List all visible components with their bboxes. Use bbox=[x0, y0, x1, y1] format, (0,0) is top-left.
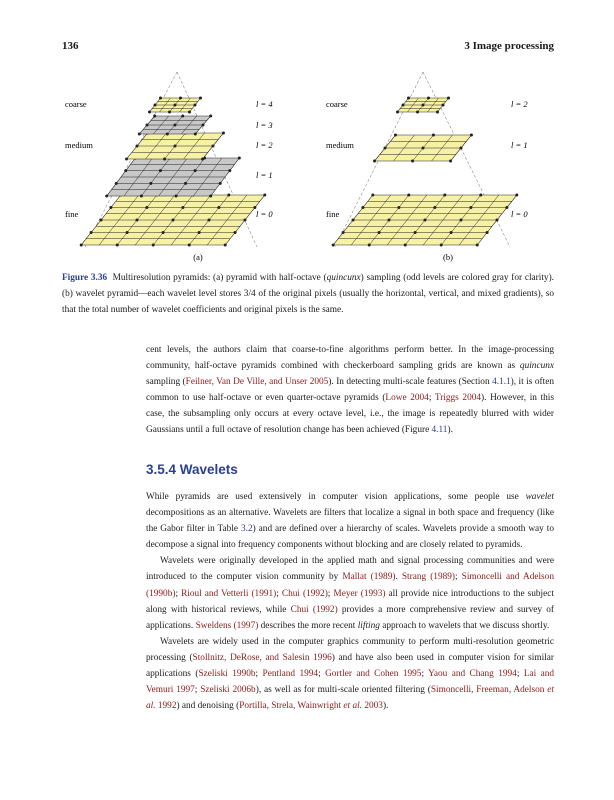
wavelet-level-1-grid bbox=[373, 134, 473, 163]
level-0-grid-sample-dot bbox=[208, 219, 211, 222]
citation-link[interactable]: Triggs 2004 bbox=[434, 393, 482, 404]
table-ref-link[interactable]: 3.2 bbox=[241, 524, 253, 535]
text: ). bbox=[382, 701, 389, 712]
section-ref-link[interactable]: 4.1.1 bbox=[492, 377, 511, 388]
citation-link[interactable]: Pentland 1994 bbox=[262, 669, 319, 680]
level-3-grid-sample-dot bbox=[138, 133, 141, 136]
text: While pyramids are used extensively in computer vision applications, some people use bbox=[146, 492, 526, 502]
text: sampling ( bbox=[146, 377, 186, 388]
left-label-fine: fine bbox=[65, 209, 79, 219]
right-sublabel: (b) bbox=[443, 252, 453, 262]
citation-link[interactable]: Szeliski 1990b bbox=[198, 669, 256, 680]
citation-link[interactable]: Sweldens (1997) bbox=[195, 620, 259, 631]
text: ; bbox=[428, 393, 435, 404]
paragraph-1 bbox=[146, 489, 554, 553]
text: ). However, in this case, the subsampling only occurs at every octave level, i.e., the image is repeatedly blurred with wider Gaussians until a full octave of resolution change has been achieved (Figure bbox=[146, 393, 555, 436]
text: cent levels, the authors claim that coarse-to-fine algorithms perform better. In the image-processing community, half-octave pyramids combined with checkerboard sampling grids are known as bbox=[146, 345, 554, 372]
level-4-grid-sample-dot bbox=[179, 97, 182, 100]
level-2-grid-sample-dot bbox=[201, 158, 204, 161]
level-4-grid-sample-dot bbox=[188, 111, 191, 114]
text: ; bbox=[255, 669, 263, 680]
citation-link[interactable]: Chui (1992) bbox=[281, 588, 328, 599]
wavelet-level-0-grid-sample-dot bbox=[496, 219, 499, 222]
wavelet-level-0-grid-sample-dot bbox=[443, 194, 446, 197]
wavelet-level-0-grid-sample-dot bbox=[361, 206, 364, 209]
right-level-1: l = 1 bbox=[511, 140, 528, 150]
wavelet-level-1-grid-sample-dot bbox=[411, 160, 414, 163]
wavelet-level-1-grid-sample-dot bbox=[460, 147, 463, 150]
page-number: 136 bbox=[62, 40, 79, 52]
level-0-grid-sample-dot bbox=[162, 231, 165, 234]
text: decompositions as an alternative. Wavelets are filters that localize a signal in both space and frequency (like the Gabor filter in Table bbox=[146, 508, 554, 535]
level-2-grid-sample-dot bbox=[136, 145, 139, 148]
level-0-grid-sample-dot bbox=[217, 206, 220, 209]
wavelet-level-2-grid-sample-dot bbox=[447, 97, 450, 100]
wavelet-level-2-grid-sample-dot bbox=[422, 104, 425, 107]
level-0-grid-sample-dot bbox=[181, 206, 184, 209]
wavelet-level-2-grid-sample-dot bbox=[396, 111, 399, 114]
level-1-grid-sample-dot bbox=[115, 182, 118, 185]
wavelet-level-2-grid-sample-dot bbox=[427, 97, 430, 100]
text: describes the more recent bbox=[258, 620, 358, 631]
wavelet-level-0-grid-sample-dot bbox=[388, 219, 391, 222]
citation-link[interactable]: Yaou and Chang 1994 bbox=[428, 669, 517, 680]
wavelet-level-0-grid-sample-dot bbox=[476, 244, 479, 247]
level-3-grid bbox=[138, 115, 212, 136]
wavelet-level-0-grid-sample-dot bbox=[460, 219, 463, 222]
level-4-grid-sample-dot bbox=[154, 104, 157, 107]
citation-link[interactable]: et al. bbox=[146, 685, 554, 712]
text: ; bbox=[175, 588, 182, 599]
citation-link[interactable]: Szeliski 2006b bbox=[200, 685, 256, 696]
level-3-grid-sample-dot bbox=[194, 133, 197, 136]
right-pyramid bbox=[332, 72, 519, 247]
level-1-grid-sample-dot bbox=[219, 182, 222, 185]
wavelet-level-1-grid-sample-dot bbox=[432, 134, 435, 137]
wavelet-level-0-grid-sample-dot bbox=[433, 206, 436, 209]
citation-link[interactable]: Rioul and Vetterli (1991) bbox=[181, 588, 277, 599]
level-1-grid-sample-dot bbox=[124, 169, 127, 172]
level-0-grid-sample-dot bbox=[116, 244, 119, 247]
wavelet-level-0-grid-sample-dot bbox=[332, 244, 335, 247]
wavelet-level-2-grid bbox=[396, 97, 450, 114]
level-4-grid-sample-dot bbox=[174, 104, 177, 107]
wavelet-level-0-grid-sample-dot bbox=[505, 206, 508, 209]
wavelet-level-0-grid-sample-dot bbox=[515, 194, 518, 197]
citation-link[interactable]: Mallat (1989) bbox=[342, 572, 396, 583]
left-label-coarse: coarse bbox=[65, 99, 87, 109]
level-3-grid-sample-dot bbox=[174, 124, 177, 127]
caption-text: ) sampling (odd levels are colored gray for clarity). (b) wavelet pyramid—each wavelet level stores 3/4 of the original pixels (usually the horizontal, vertical, and mixed gradients), so that the total number of wavelet coefficients and original pixels is the same. bbox=[62, 273, 554, 315]
level-0-grid-sample-dot bbox=[90, 231, 93, 234]
text-italic: lifting bbox=[357, 620, 380, 631]
level-1-grid-sample-dot bbox=[228, 169, 231, 172]
citation-link[interactable]: Chui (1992) bbox=[290, 604, 338, 615]
level-4-grid-sample-dot bbox=[199, 97, 202, 100]
wavelet-level-0-grid-sample-dot bbox=[342, 231, 345, 234]
wavelet-level-2-grid-sample-dot bbox=[442, 104, 445, 107]
text: approach to wavelets that we discuss shortly. bbox=[379, 620, 550, 631]
level-0-grid-sample-dot bbox=[136, 219, 139, 222]
left-level-1: l = 1 bbox=[256, 170, 273, 180]
level-0-grid-sample-dot bbox=[145, 206, 148, 209]
citation-link[interactable]: Portilla, Strela, Wainwright bbox=[239, 701, 344, 712]
level-3-grid-sample-dot bbox=[153, 115, 156, 118]
wavelet-level-0-grid-sample-dot bbox=[371, 194, 374, 197]
pyramid-figure bbox=[55, 62, 565, 267]
level-1-grid-sample-dot bbox=[194, 169, 197, 172]
text: ), it is often common to use half-octave or even quarter-octave pyramids ( bbox=[146, 377, 554, 404]
level-1-grid bbox=[105, 157, 241, 198]
wavelet-level-2-grid-sample-dot bbox=[416, 111, 419, 114]
level-4-grid-sample-dot bbox=[148, 111, 151, 114]
right-label-coarse: coarse bbox=[326, 99, 348, 109]
level-2-grid-sample-dot bbox=[163, 158, 166, 161]
text: ) and are defined over a hierarchy of scales. Wavelets provide a smooth way to decompose a signal into frequency components without blocking and are closely related to pyramids. bbox=[146, 524, 555, 551]
left-level-2: l = 2 bbox=[256, 140, 273, 150]
left-pyramid bbox=[80, 72, 267, 247]
level-4-grid-sample-dot bbox=[159, 97, 162, 100]
wavelet-level-0-grid-sample-dot bbox=[450, 231, 453, 234]
level-3-grid-sample-dot bbox=[181, 115, 184, 118]
left-level-0: l = 0 bbox=[256, 209, 273, 219]
text: . bbox=[395, 572, 402, 583]
paragraph-2 bbox=[146, 553, 554, 633]
level-3-grid-sample-dot bbox=[146, 124, 149, 127]
level-0-grid-sample-dot bbox=[126, 231, 129, 234]
wavelet-level-1-grid-sample-dot bbox=[422, 147, 425, 150]
text: ; bbox=[421, 669, 429, 680]
paragraph-3 bbox=[146, 634, 554, 714]
level-1-grid-sample-dot bbox=[159, 169, 162, 172]
text: ; bbox=[276, 588, 282, 599]
level-0-grid-sample-dot bbox=[198, 231, 201, 234]
wavelet-level-0-grid-sample-dot bbox=[440, 244, 443, 247]
citation-link[interactable]: Meyer (1993) bbox=[333, 588, 386, 599]
text: all provide nice introductions to the subject along with historical reviews, while bbox=[146, 588, 554, 615]
text: ). bbox=[447, 425, 453, 436]
text: Wavelets were originally developed in the applied math and signal processing communities and were introduced to the computer vision community by bbox=[146, 556, 554, 583]
wavelet-level-0-grid-sample-dot bbox=[469, 206, 472, 209]
level-0-grid-sample-dot bbox=[100, 219, 103, 222]
wavelet-level-0-grid-sample-dot bbox=[479, 194, 482, 197]
level-2-grid-sample-dot bbox=[212, 145, 215, 148]
text: Wavelets are widely used in the computer graphics community to perform multi-resolution geometric processing ( bbox=[146, 636, 554, 663]
level-0-grid-sample-dot bbox=[234, 231, 237, 234]
level-0-grid-sample-dot bbox=[227, 194, 230, 197]
wavelet-level-0-grid-sample-dot bbox=[397, 206, 400, 209]
chapter-title: 3 Image processing bbox=[464, 40, 554, 52]
right-label-fine: fine bbox=[326, 209, 340, 219]
text: ; bbox=[194, 685, 201, 696]
wavelet-level-0-grid-sample-dot bbox=[378, 231, 381, 234]
text: ; bbox=[318, 669, 326, 680]
left-level-3: l = 3 bbox=[256, 120, 273, 130]
citation-link[interactable]: Gortler and Cohen 1995 bbox=[325, 669, 422, 680]
level-3-grid-sample-dot bbox=[209, 115, 212, 118]
wavelet-level-1-grid-sample-dot bbox=[470, 134, 473, 137]
level-0-grid-sample-dot bbox=[263, 194, 266, 197]
text: ; bbox=[455, 572, 462, 583]
figure-number: Figure 3.36 bbox=[62, 273, 108, 283]
level-4-grid bbox=[148, 97, 202, 114]
level-4-grid-sample-dot bbox=[168, 111, 171, 114]
figure-caption bbox=[62, 270, 554, 318]
right-label-medium: medium bbox=[326, 140, 354, 150]
level-0-grid-sample-dot bbox=[172, 219, 175, 222]
level-1-grid-sample-dot bbox=[140, 195, 143, 198]
wavelet-level-1-grid-sample-dot bbox=[449, 160, 452, 163]
text: ), as well as for multi-scale oriented filtering ( bbox=[255, 685, 431, 696]
level-1-grid-sample-dot bbox=[105, 195, 108, 198]
intro-paragraph bbox=[146, 342, 554, 439]
left-label-medium: medium bbox=[65, 140, 93, 150]
level-3-grid-sample-dot bbox=[166, 133, 169, 136]
level-1-grid-sample-dot bbox=[184, 182, 187, 185]
text: ; bbox=[327, 588, 334, 599]
wavelet-level-0-grid bbox=[332, 194, 519, 247]
wavelet-level-1-grid-sample-dot bbox=[384, 147, 387, 150]
wavelet-level-1-grid-sample-dot bbox=[373, 160, 376, 163]
wavelet-level-0-grid-sample-dot bbox=[368, 244, 371, 247]
wavelet-level-0-grid-sample-dot bbox=[486, 231, 489, 234]
level-0-grid-sample-dot bbox=[80, 244, 83, 247]
text: provides a more comprehensive review and survey of applications. bbox=[146, 604, 554, 631]
citation-link[interactable]: et al. bbox=[343, 701, 363, 712]
citation-link[interactable]: Feilner, Van De Ville, and Unser 2005 bbox=[185, 377, 329, 388]
level-0-grid-sample-dot bbox=[224, 244, 227, 247]
caption-italic: quincunx bbox=[326, 273, 361, 283]
wavelet-level-0-grid-sample-dot bbox=[424, 219, 427, 222]
page-header bbox=[62, 40, 554, 56]
wavelet-level-0-grid-sample-dot bbox=[407, 194, 410, 197]
section-heading: 3.5.4 Wavelets bbox=[146, 462, 238, 477]
citation-link[interactable]: Lai and Vemuri 1997 bbox=[146, 669, 555, 696]
wavelet-level-0-grid-sample-dot bbox=[414, 231, 417, 234]
wavelet-level-2-grid-sample-dot bbox=[436, 111, 439, 114]
level-1-grid-sample-dot bbox=[238, 157, 241, 160]
level-2-grid-sample-dot bbox=[125, 158, 128, 161]
wavelet-level-1-grid-sample-dot bbox=[394, 134, 397, 137]
citation-link[interactable]: Lowe 2004 bbox=[385, 393, 429, 404]
text: ). In detecting multi-scale features (Section bbox=[328, 377, 493, 388]
level-4-grid-sample-dot bbox=[194, 104, 197, 107]
wavelet-level-0-grid-sample-dot bbox=[404, 244, 407, 247]
text: ) and denoising ( bbox=[176, 701, 240, 712]
left-sublabel: (a) bbox=[193, 252, 203, 262]
level-1-grid-sample-dot bbox=[209, 195, 212, 198]
wavelet-level-0-grid-sample-dot bbox=[352, 219, 355, 222]
level-0-grid-sample-dot bbox=[244, 219, 247, 222]
level-2-grid bbox=[125, 132, 225, 161]
text-italic: wavelet bbox=[525, 492, 554, 502]
citation-link[interactable]: Strang (1989) bbox=[401, 572, 455, 583]
citation-link[interactable]: 2003 bbox=[362, 701, 383, 712]
level-1-grid-sample-dot bbox=[149, 182, 152, 185]
citation-link[interactable]: Stollnitz, DeRose, and Salesin 1996 bbox=[192, 652, 332, 663]
citation-link[interactable]: 1992 bbox=[155, 701, 177, 712]
wavelet-level-2-grid-sample-dot bbox=[407, 97, 410, 100]
wavelets-body bbox=[146, 489, 554, 714]
level-0-grid-sample-dot bbox=[109, 206, 112, 209]
level-0-grid-sample-dot bbox=[188, 244, 191, 247]
level-0-grid-sample-dot bbox=[152, 244, 155, 247]
figure-ref-link[interactable]: 4.11 bbox=[431, 425, 448, 436]
level-2-grid-sample-dot bbox=[174, 145, 177, 148]
text-italic: quincunx bbox=[519, 361, 554, 372]
level-3-grid-sample-dot bbox=[202, 124, 205, 127]
wavelet-level-2-grid-sample-dot bbox=[402, 104, 405, 107]
left-level-4: l = 4 bbox=[256, 99, 273, 109]
level-1-grid-sample-dot bbox=[175, 195, 178, 198]
text: ) and have also been used in computer vision for similar applications ( bbox=[146, 652, 554, 680]
level-0-grid bbox=[80, 194, 267, 247]
citation-link[interactable]: Simoncelli, Freeman, Adelson bbox=[430, 685, 548, 696]
caption-text: Multiresolution pyramids: (a) pyramid with half-octave ( bbox=[112, 273, 327, 283]
right-level-0: l = 0 bbox=[511, 209, 528, 219]
text: ; bbox=[516, 669, 524, 680]
right-level-2: l = 2 bbox=[511, 99, 528, 109]
citation-link[interactable]: Simoncelli and Adelson (1990b) bbox=[146, 572, 554, 599]
level-2-grid-sample-dot bbox=[222, 132, 225, 135]
